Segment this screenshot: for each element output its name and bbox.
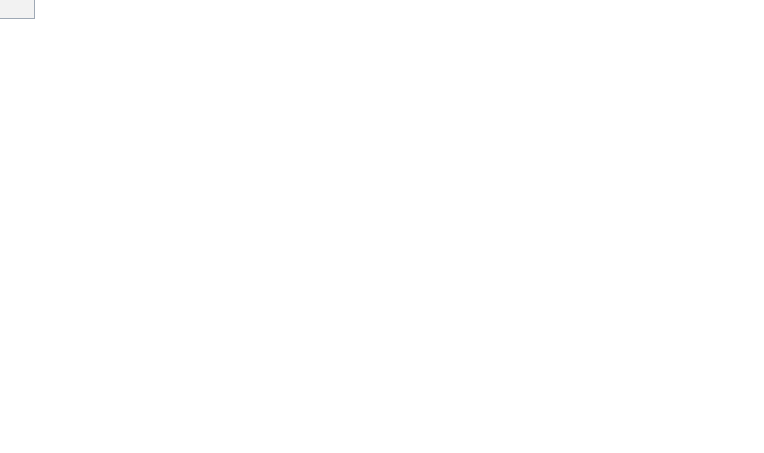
select-all-corner[interactable] — [0, 0, 35, 19]
column-header-bar — [0, 0, 764, 19]
